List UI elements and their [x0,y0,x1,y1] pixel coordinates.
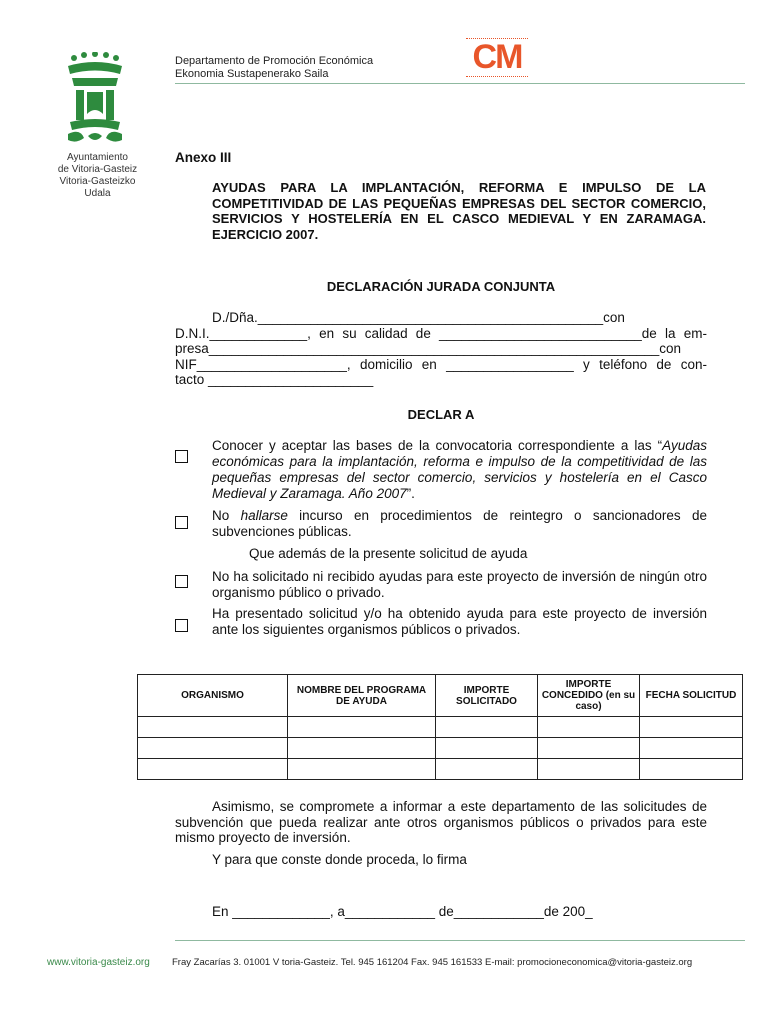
table-cell[interactable] [288,759,436,780]
department-name: Departamento de Promoción Económica [175,55,374,67]
declarant-line: tacto ______________________ [175,372,374,387]
declarant-line: NIF____________________, domicilio en _________________ y teléfono de con- [175,357,707,372]
table-cell[interactable] [138,717,288,738]
checkbox-other-aid-requested[interactable] [175,619,188,632]
item-text: Conocer y aceptar las bases de la convocatoria correspondiente a las “ [212,438,663,453]
table-cell[interactable] [538,717,640,738]
aid-table [137,674,743,780]
table-cell[interactable] [538,759,640,780]
cm-logo-text: CM [472,38,522,76]
department-header [175,55,373,81]
declarant-line: presa____________________________________________________________con [175,341,682,356]
place-date-line: En _____________, a____________ de____________de 200_ [212,904,593,919]
checkbox-no-proceedings[interactable] [175,516,188,529]
item-text: ”. [406,486,415,501]
table-cell[interactable] [288,738,436,759]
table-cell[interactable] [640,738,743,759]
commitment-paragraph: Asimismo, se compromete a informar a este departamento de las solicitudes de subvención que pueda realizar ante otros organismos públicos o privados para este mismo proyecto de inversión. [175,799,707,845]
city-name-line: Ayuntamiento [67,152,128,163]
city-name-line: de Vitoria-Gasteiz [57,164,138,175]
item-text: No [212,508,241,523]
table-cell[interactable] [436,717,538,738]
column-header-fecha: FECHA SOLICITUD [640,675,743,717]
footer-address: Fray Zacarías 3. 01001 V toria-Gasteiz. Tel. 945 161204 Fax. 945 161533 E-mail: promocioneconomica@vitoria-gasteiz.org [172,957,693,968]
table-cell[interactable] [640,759,743,780]
declarant-line: D./Dña.______________________________________________con [212,310,625,325]
item-accept-bases [212,438,707,502]
table-cell[interactable] [436,759,538,780]
item-no-proceedings [212,508,707,540]
declares-heading: DECLAR A [407,407,475,422]
footer-website-link[interactable]: www.vitoria-gasteiz.org [47,957,150,968]
table-cell[interactable] [436,738,538,759]
table-cell[interactable] [138,759,288,780]
item-text: incurso en procedimientos de reintegro o sancionadores de subvenciones públicas. [212,508,707,539]
table-header-row [138,675,743,717]
column-header-importe-solicitado: IMPORTE SOLICITADO [436,675,538,717]
checkbox-no-other-aid[interactable] [175,575,188,588]
city-coat-of-arms-logo [62,52,128,148]
sign-line: Y para que conste donde proceda, lo firma [212,852,467,867]
department-name-basque: Ekonomia Sustapenerako Saila [175,68,329,80]
item-other-aid-requested: Ha presentado solicitud y/o ha obtenido ayuda para este proyecto de inversión ante los siguientes organismos públicos o privados. [212,606,707,637]
table-cell[interactable] [538,738,640,759]
city-name [40,152,155,200]
header-rule [175,83,745,84]
comercio-medieval-logo [466,38,528,80]
table-cell[interactable] [640,717,743,738]
table-row [138,759,743,780]
also-heading: Que además de la presente solicitud de ayuda [249,546,528,561]
item-text-italic: hallarse [240,508,288,523]
item-text-italic: Ayudas económicas para la implantación, reforma e impulso de la competitividad de las pequeñas empresas del sector comercio, servicios y hostelería en el Casco Medieval y Zaramaga. Año 2007 [212,438,707,501]
table-row [138,738,743,759]
column-header-organismo: ORGANISMO [138,675,288,717]
table-cell[interactable] [138,738,288,759]
annex-label: Anexo III [175,150,232,165]
declarant-line: D.N.I._____________, en su calidad de ___________________________de la em- [175,326,707,341]
table-row [138,717,743,738]
column-header-importe-concedido: IMPORTE CONCEDIDO (en su caso) [538,675,640,717]
footer-rule [175,940,745,941]
document-title: AYUDAS PARA LA IMPLANTACIÓN, REFORMA E IMPULSO DE LA COMPETITIVIDAD DE LAS PEQUEÑAS EMPRESAS DEL SECTOR COMERCIO, SERVICIOS Y HOSTELERÍA EN EL CASCO MEDIEVAL Y EN ZARAMAGA. EJERCICIO 2007. [212,180,706,242]
declaration-title: DECLARACIÓN JURADA CONJUNTA [326,279,556,294]
item-no-other-aid: No ha solicitado ni recibido ayudas para este proyecto de inversión de ningún otro organismo público o privado. [212,569,707,600]
checkbox-accept-bases[interactable] [175,450,188,463]
city-name-line: Vitoria-Gasteizko [59,176,136,187]
column-header-programa: NOMBRE DEL PROGRAMA DE AYUDA [288,675,436,717]
city-name-line: Udala [84,188,111,199]
table-cell[interactable] [288,717,436,738]
